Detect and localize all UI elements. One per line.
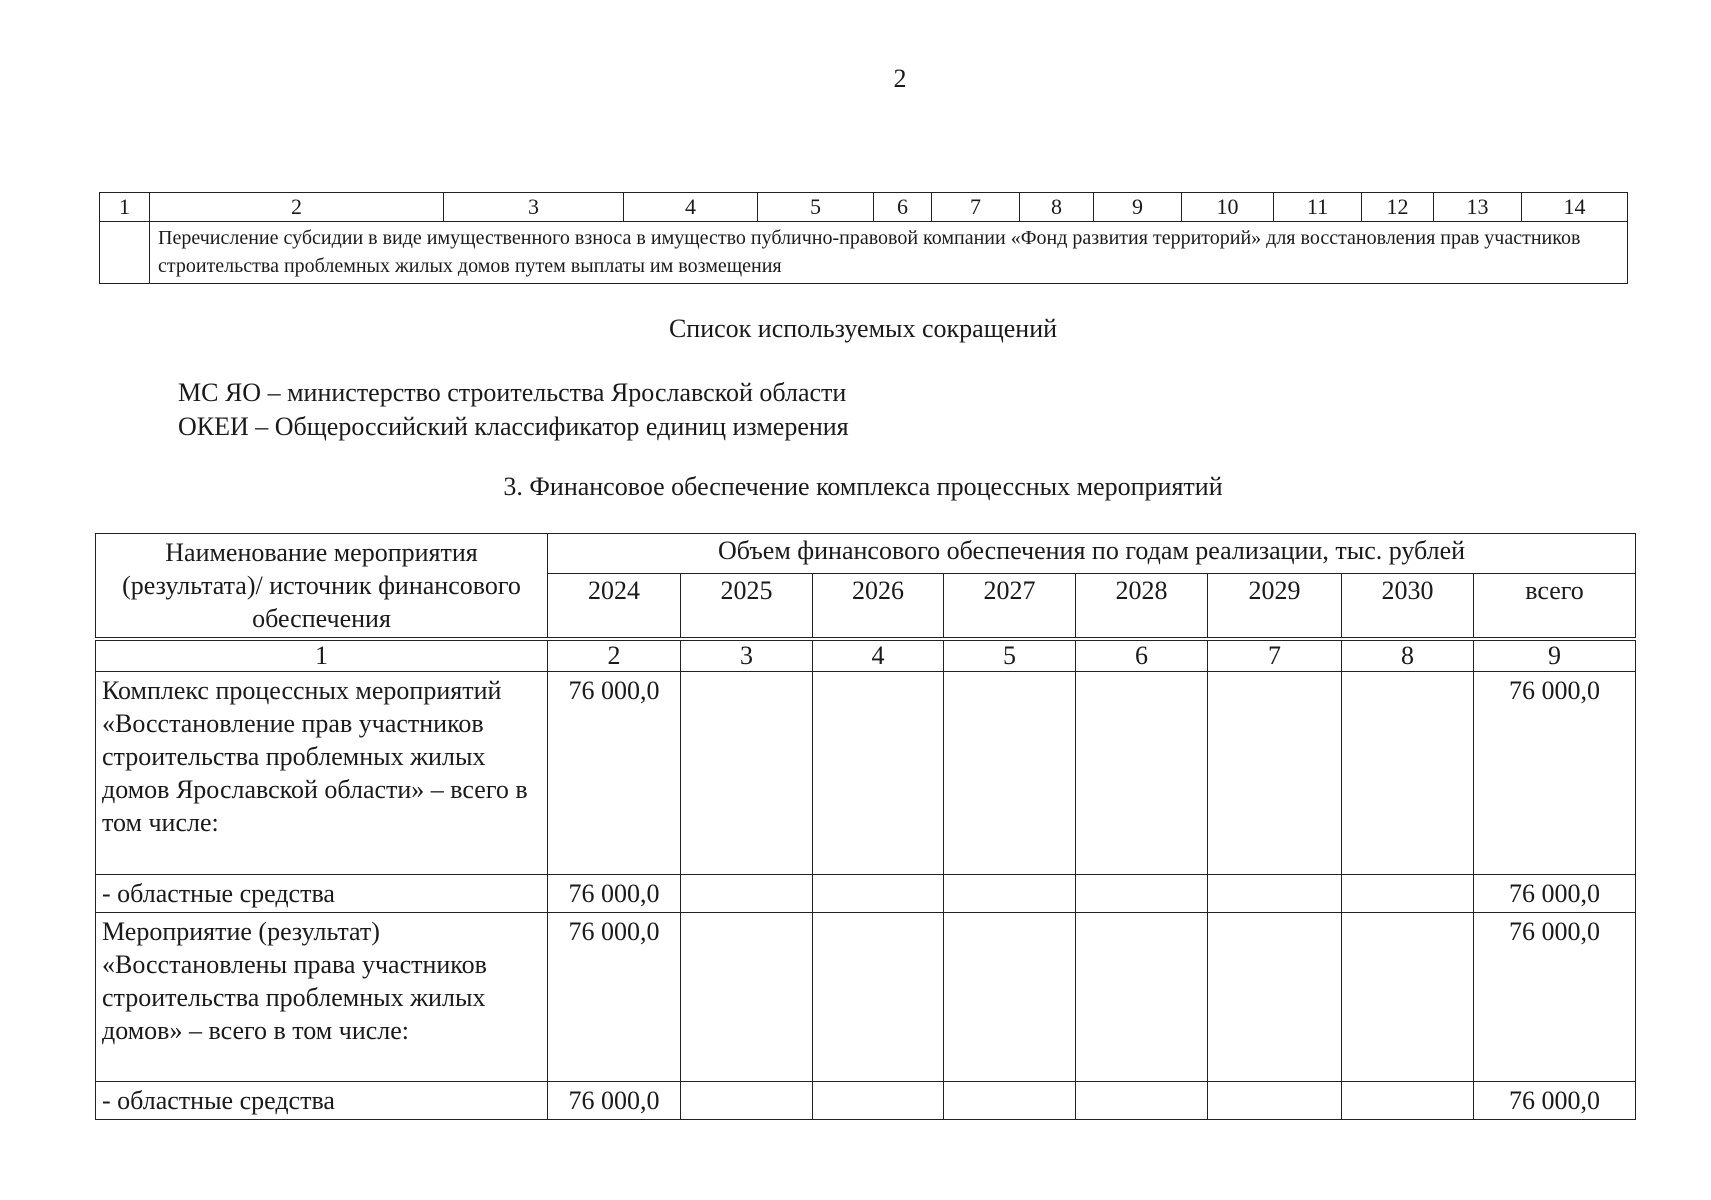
value-2026 (813, 1082, 944, 1120)
column-number: 11 (1274, 193, 1362, 222)
value-2024: 76 000,0 (548, 913, 681, 1082)
column-number: 6 (874, 193, 932, 222)
value-2024: 76 000,0 (548, 875, 681, 913)
value-2028 (1076, 913, 1208, 1082)
column-number: 5 (758, 193, 874, 222)
finance-row-complex-total (96, 672, 1636, 875)
value-2026 (813, 913, 944, 1082)
column-number: 7 (932, 193, 1020, 222)
column-number: 10 (1182, 193, 1274, 222)
description-row (100, 222, 1628, 284)
value-2030 (1342, 672, 1474, 875)
value-2028 (1076, 672, 1208, 875)
abbreviations-title: Список используемых сокращений (668, 314, 1058, 343)
year-header: 2024 (548, 574, 681, 638)
value-total: 76 000,0 (1474, 875, 1636, 913)
value-2024: 76 000,0 (548, 1082, 681, 1120)
volume-header: Объем финансового обеспечения по годам реализации, тыс. рублей (548, 534, 1636, 574)
column-number: 8 (1342, 641, 1474, 672)
row-name: - областные средства (96, 1082, 548, 1120)
empty-cell (100, 222, 150, 284)
value-2026 (813, 875, 944, 913)
value-2028 (1076, 875, 1208, 913)
column-number: 1 (96, 641, 548, 672)
column-number: 8 (1020, 193, 1094, 222)
abbreviation-item: МС ЯО – министерство строительства Ярославской области (178, 378, 847, 407)
column-number: 14 (1522, 193, 1628, 222)
value-2028 (1076, 1082, 1208, 1120)
value-2027 (944, 672, 1076, 875)
column-number: 2 (548, 641, 681, 672)
column-number: 12 (1362, 193, 1434, 222)
row-name: Мероприятие (результат) «Восстановлены права участников строительства проблемных жилых домов» – всего в том числе: (96, 913, 548, 1082)
value-2027 (944, 1082, 1076, 1120)
finance-header-row (96, 534, 1636, 574)
subsidy-description: Перечисление субсидии в виде имущественного взноса в имущество публично-правовой компании «Фонд развития территорий» для восстановления прав участников строительства проблемных жилых домов путем выплаты им возмещения (150, 222, 1628, 284)
abbreviation-item: ОКЕИ – Общероссийский классификатор единиц измерения (178, 412, 849, 441)
total-header: всего (1474, 574, 1636, 638)
year-header: 2030 (1342, 574, 1474, 638)
column-number: 6 (1076, 641, 1208, 672)
page-number: 2 (893, 64, 907, 93)
column-number-row (100, 193, 1628, 222)
value-total: 76 000,0 (1474, 913, 1636, 1082)
abbreviations-list (178, 376, 849, 444)
column-number: 9 (1094, 193, 1182, 222)
year-header: 2025 (681, 574, 813, 638)
column-number: 1 (100, 193, 150, 222)
year-header: 2028 (1076, 574, 1208, 638)
column-number: 3 (444, 193, 624, 222)
column-number-row (96, 641, 1636, 672)
column-number: 7 (1208, 641, 1342, 672)
value-2027 (944, 875, 1076, 913)
column-number: 4 (813, 641, 944, 672)
value-2029 (1208, 875, 1342, 913)
finance-row-measure-total (96, 913, 1636, 1082)
column-number: 4 (624, 193, 758, 222)
column-number: 3 (681, 641, 813, 672)
value-2025 (681, 672, 813, 875)
value-2030 (1342, 875, 1474, 913)
finance-table (95, 533, 1636, 1120)
column-number: 2 (150, 193, 444, 222)
value-2030 (1342, 1082, 1474, 1120)
finance-section-title: 3. Финансовое обеспечение комплекса процессных мероприятий (503, 472, 1223, 501)
header-numbering-table (99, 192, 1628, 284)
name-column-header: Наименование мероприятия (результата)/ источник финансового обеспечения (96, 534, 548, 638)
row-name: - областные средства (96, 875, 548, 913)
value-2029 (1208, 913, 1342, 1082)
row-name: Комплекс процессных мероприятий «Восстановление прав участников строительства проблемных жилых домов Ярославской области» – всего в том числе: (96, 672, 548, 875)
value-2029 (1208, 672, 1342, 875)
value-2025 (681, 1082, 813, 1120)
value-2025 (681, 913, 813, 1082)
year-header: 2026 (813, 574, 944, 638)
value-2029 (1208, 1082, 1342, 1120)
value-2030 (1342, 913, 1474, 1082)
finance-row-complex-regional (96, 875, 1636, 913)
finance-row-measure-regional (96, 1082, 1636, 1120)
column-number: 13 (1434, 193, 1522, 222)
year-header: 2029 (1208, 574, 1342, 638)
value-2025 (681, 875, 813, 913)
value-total: 76 000,0 (1474, 672, 1636, 875)
column-number: 5 (944, 641, 1076, 672)
value-2027 (944, 913, 1076, 1082)
value-2026 (813, 672, 944, 875)
value-total: 76 000,0 (1474, 1082, 1636, 1120)
year-header: 2027 (944, 574, 1076, 638)
value-2024: 76 000,0 (548, 672, 681, 875)
column-number: 9 (1474, 641, 1636, 672)
